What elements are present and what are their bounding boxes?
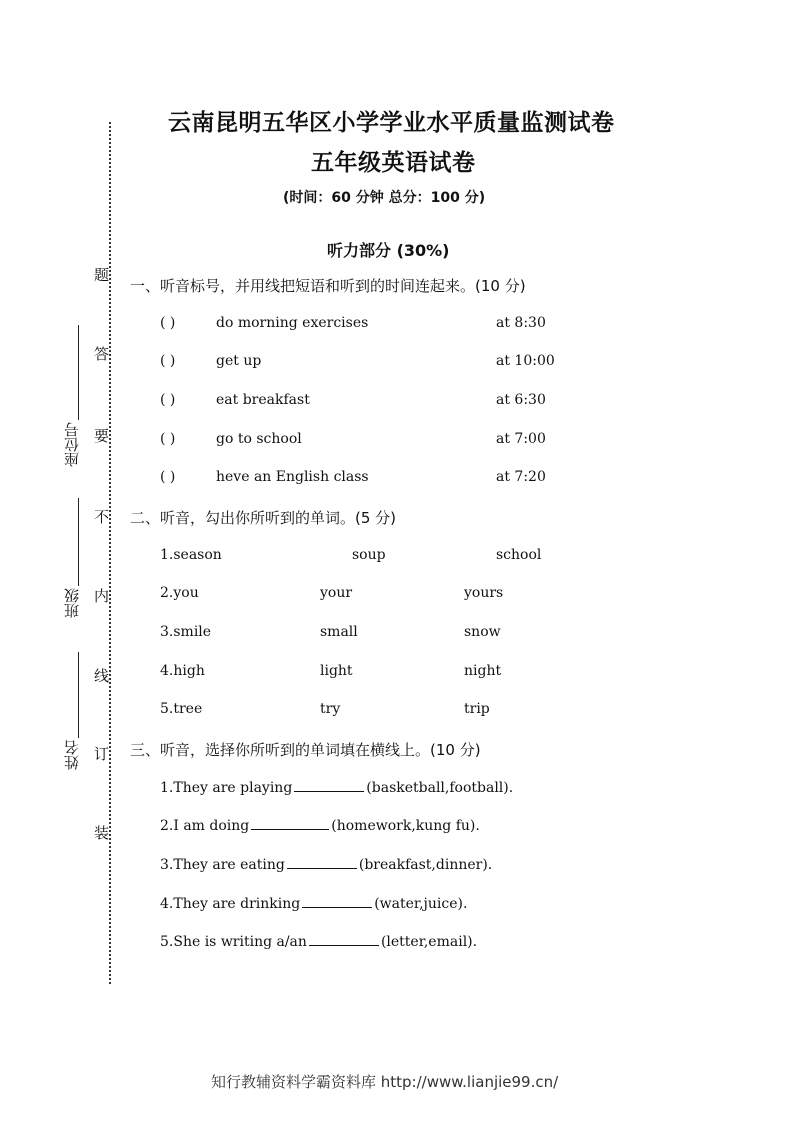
- word-option[interactable]: 2.you: [160, 585, 199, 601]
- word-option[interactable]: try: [320, 701, 341, 717]
- word-option[interactable]: night: [464, 663, 502, 679]
- answer-blank[interactable]: [287, 856, 357, 869]
- binding-dotted-line: [109, 122, 111, 984]
- word-option[interactable]: 4.high: [160, 663, 205, 679]
- section3-heading: 三、听音，选择你所听到的单词填在横线上。(10 分): [130, 741, 481, 759]
- word-option[interactable]: 3.smile: [160, 624, 212, 640]
- word-option[interactable]: light: [320, 663, 353, 679]
- fill-blank-item: [160, 933, 477, 950]
- phrase-text: heve an English class: [216, 469, 369, 485]
- word-option[interactable]: 5.tree: [160, 701, 203, 717]
- answer-bracket[interactable]: ( ): [160, 431, 176, 447]
- answer-blank[interactable]: [302, 895, 372, 908]
- answer-bracket[interactable]: ( ): [160, 353, 176, 369]
- fill-blank-item: [160, 779, 513, 796]
- fill-blank-item: [160, 817, 480, 834]
- name-line[interactable]: [78, 652, 79, 738]
- fill-blank-item: [160, 856, 492, 873]
- answer-blank[interactable]: [309, 933, 379, 946]
- name-label: 姓名: [63, 740, 81, 770]
- answer-blank[interactable]: [294, 779, 364, 792]
- exam-info: (时间：60 分钟 总分：100 分): [283, 190, 486, 206]
- sentence-start: 3.They are eating: [160, 857, 285, 873]
- footer-watermark: 知行教辅资料学霸资料库 http://www.lianjie99.cn/: [211, 1073, 559, 1091]
- answer-bracket[interactable]: ( ): [160, 392, 176, 408]
- section1-heading: 一、听音标号，并用线把短语和听到的时间连起来。(10 分): [130, 277, 526, 295]
- time-text: at 8:30: [496, 315, 546, 331]
- sentence-options: (basketball,football).: [366, 780, 514, 796]
- word-option[interactable]: 1.season: [160, 547, 222, 563]
- seat-number-label: 座位号: [63, 422, 81, 467]
- phrase-text: go to school: [216, 431, 302, 447]
- exam-title: 云南昆明五华区小学学业水平质量监测试卷: [168, 110, 615, 136]
- word-option[interactable]: trip: [464, 701, 490, 717]
- word-option[interactable]: school: [496, 547, 542, 563]
- fill-blank-item: [160, 895, 467, 912]
- phrase-text: do morning exercises: [216, 315, 369, 331]
- sentence-options: (letter,email).: [380, 934, 478, 950]
- seal-char-6: 线: [94, 667, 110, 685]
- seal-char-7: 订: [94, 745, 110, 763]
- seat-number-line[interactable]: [78, 325, 79, 420]
- word-option[interactable]: small: [320, 624, 358, 640]
- section2-heading: 二、听音，勾出你所听到的单词。(5 分): [130, 509, 397, 527]
- part-heading: 听力部分 (30%): [327, 241, 450, 260]
- sentence-start: 5.She is writing a/an: [160, 934, 307, 950]
- answer-blank[interactable]: [251, 817, 329, 830]
- seal-char-3: 要: [94, 427, 110, 445]
- word-option[interactable]: soup: [352, 547, 386, 563]
- phrase-text: eat breakfast: [216, 392, 310, 408]
- word-option[interactable]: yours: [464, 585, 504, 601]
- phrase-text: get up: [216, 353, 262, 369]
- class-line[interactable]: [78, 498, 79, 586]
- seal-char-4: 不: [94, 508, 110, 526]
- time-text: at 6:30: [496, 392, 546, 408]
- seal-char-2: 答: [94, 345, 110, 363]
- seal-char-5: 内: [94, 587, 110, 605]
- sentence-start: 2.I am doing: [160, 818, 250, 834]
- exam-subtitle: 五年级英语试卷: [311, 150, 476, 176]
- seal-char-8: 装: [94, 824, 110, 842]
- answer-bracket[interactable]: ( ): [160, 315, 176, 331]
- word-option[interactable]: your: [320, 585, 353, 601]
- sentence-start: 4.They are drinking: [160, 896, 301, 912]
- time-text: at 10:00: [496, 353, 555, 369]
- sentence-start: 1.They are playing: [160, 780, 293, 796]
- time-text: at 7:20: [496, 469, 546, 485]
- sentence-options: (breakfast,dinner).: [358, 857, 493, 873]
- answer-bracket[interactable]: ( ): [160, 469, 176, 485]
- word-option[interactable]: snow: [464, 624, 501, 640]
- time-text: at 7:00: [496, 431, 546, 447]
- class-label: 班级: [63, 588, 81, 618]
- sentence-options: (water,juice).: [374, 896, 468, 912]
- seal-char-1: 题: [94, 266, 110, 284]
- sentence-options: (homework,kung fu).: [331, 818, 480, 834]
